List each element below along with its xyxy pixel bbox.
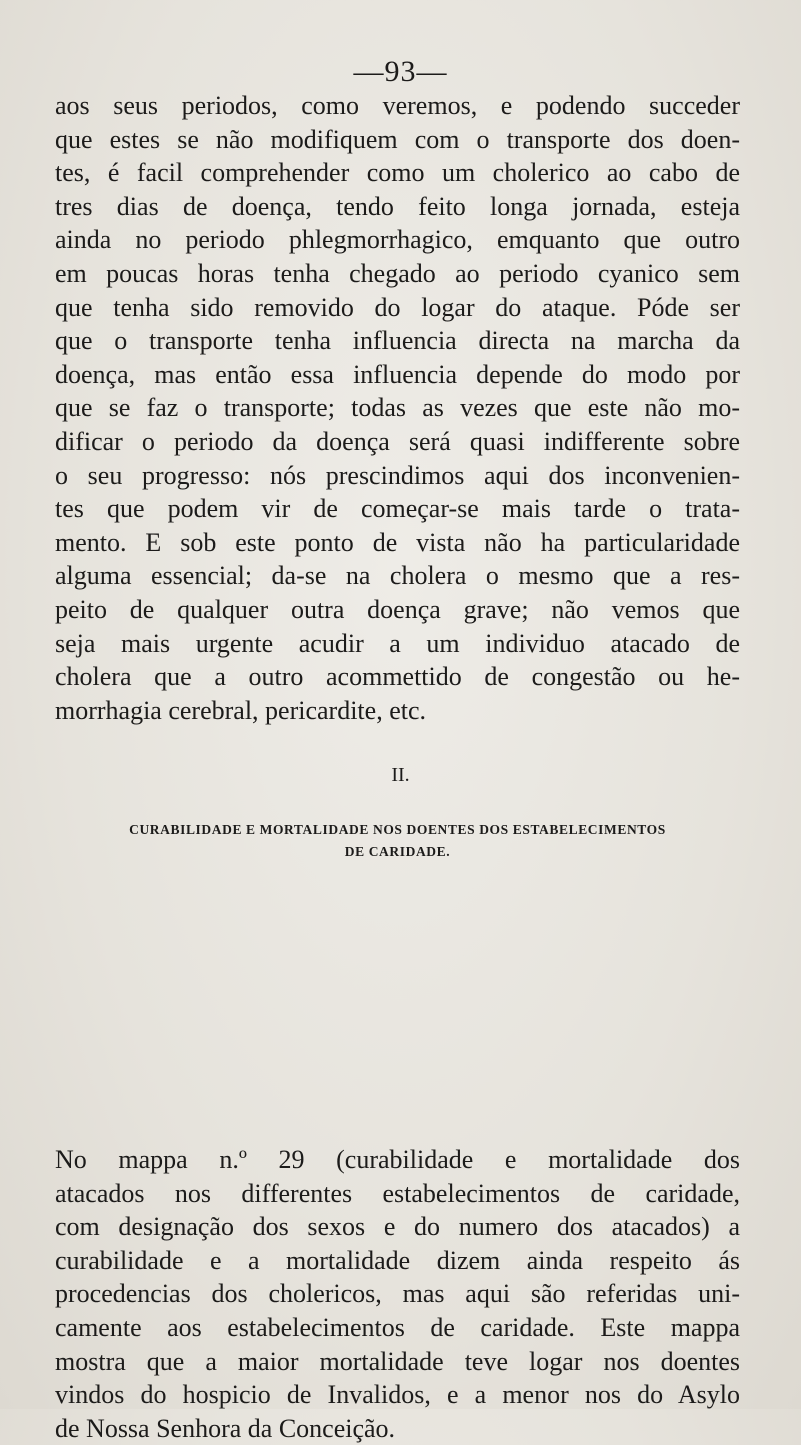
section-heading-line: DE CARIDADE.	[344, 844, 451, 859]
paragraph-mappa-29	[55, 1143, 740, 1445]
text-line: com designação dos sexos e do numero dos atacados) a	[55, 1212, 740, 1242]
section-heading	[55, 819, 740, 863]
text-line: tres dias de doença, tendo feito longa jornada, esteja	[55, 191, 740, 221]
text-line: atacados nos differentes estabelecimentos de caridade,	[55, 1178, 740, 1208]
text-line: peito de qualquer outra doença grave; não vemos que	[55, 594, 740, 624]
text-line: alguma essencial; da-se na cholera o mesmo que a res-	[55, 561, 740, 591]
text-line: curabilidade e a mortalidade dizem ainda respeito ás	[55, 1245, 740, 1275]
text-line: seja mais urgente acudir a um individuo atacado de	[55, 628, 740, 658]
text-line: dificar o periodo da doença será quasi indifferente sobre	[55, 426, 740, 456]
text-line: que se faz o transporte; todas as vezes que este não mo-	[55, 393, 740, 423]
paragraph-transport-influence	[55, 89, 740, 727]
text-line: cholera que a outro acommettido de congestão ou he-	[55, 662, 740, 692]
text-line: em poucas horas tenha chegado ao periodo cyanico sem	[55, 258, 740, 288]
text-line: aos seus periodos, como veremos, e podendo succeder	[55, 91, 740, 120]
text-line: que tenha sido removido do logar do ataque. Póde ser	[55, 292, 740, 322]
text-line: que estes se não modifiquem com o transporte dos doen-	[55, 124, 740, 154]
page-number: —93—	[353, 55, 448, 88]
text-line: morrhagia cerebral, pericardite, etc.	[55, 695, 426, 725]
text-line: tes, é facil comprehender como um cholerico ao cabo de	[55, 158, 740, 188]
text-line: mostra que a maior mortalidade teve logar nos doentes	[55, 1346, 740, 1376]
section-number: II.	[391, 764, 410, 786]
text-line: procedencias dos cholericos, mas aqui são referidas uni-	[55, 1279, 740, 1309]
section-heading-line: CURABILIDADE E MORTALIDADE NOS DOENTES DOS ESTABELECIMENTOS	[129, 822, 666, 837]
text-line: mento. E sob este ponto de vista não ha particularidade	[55, 527, 740, 557]
text-line: doença, mas então essa influencia depende do modo por	[55, 359, 740, 389]
text-line: tes que podem vir de começar-se mais tarde o trata-	[55, 494, 740, 524]
text-line: de Nossa Senhora da Conceição.	[55, 1413, 396, 1443]
text-line: ainda no periodo phlegmorrhagico, emquanto que outro	[55, 225, 740, 255]
text-line: que o transporte tenha influencia directa na marcha da	[55, 326, 740, 356]
text-line: o seu progresso: nós prescindimos aqui dos inconvenien-	[55, 460, 740, 490]
text-line: vindos do hospicio de Invalidos, e a menor nos do Asylo	[55, 1380, 740, 1410]
text-line: No mappa n.º 29 (curabilidade e mortalidade dos	[55, 1145, 740, 1174]
text-line: camente aos estabelecimentos de caridade. Este mappa	[55, 1312, 740, 1342]
